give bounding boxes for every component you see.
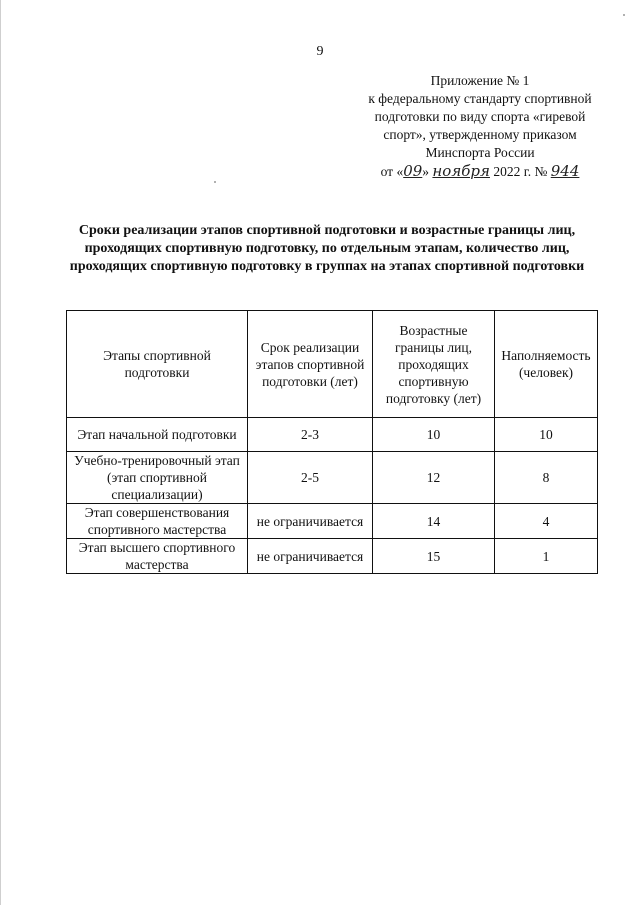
- scan-speck: [214, 181, 216, 183]
- handwritten-order-number: 944: [550, 162, 580, 180]
- duration-cell: не ограничивается: [248, 539, 373, 574]
- duration-cell: 2-5: [248, 452, 373, 504]
- header-cell: Возрастные границы лиц, проходящих спортивную подготовку (лет): [373, 311, 495, 418]
- appendix-line: Приложение № 1: [430, 73, 530, 88]
- table-row: [67, 539, 598, 574]
- header-cell: Срок реализации этапов спортивной подготовки (лет): [248, 311, 373, 418]
- age-cell: 10: [373, 418, 495, 452]
- occupancy-cell: 10: [495, 418, 598, 452]
- appendix-header: [340, 72, 620, 181]
- age-cell: 14: [373, 504, 495, 539]
- appendix-line: к федеральному стандарту спортивной: [368, 91, 592, 106]
- table-row: [67, 418, 598, 452]
- stage-cell: Этап начальной подготовки: [67, 418, 248, 452]
- occupancy-cell: 8: [495, 452, 598, 504]
- appendix-line: подготовки по виду спорта «гиревой: [374, 109, 586, 124]
- page-number: 9: [316, 44, 324, 59]
- handwritten-month: ноября: [432, 162, 490, 180]
- duration-cell: 2-3: [248, 418, 373, 452]
- document-title: Сроки реализации этапов спортивной подготовки и возрастные границы лиц, проходящих спортивную подготовку, по отдельным этапам, количество лиц, проходящих спортивную подготовку в группах на этапах спортивной подготовки: [69, 223, 585, 274]
- stage-cell: Этап высшего спортивного мастерства: [67, 539, 248, 574]
- handwritten-day: 09: [403, 162, 423, 180]
- stages-table: [66, 310, 598, 574]
- stage-cell: Этап совершенствования спортивного мастерства: [67, 504, 248, 539]
- age-cell: 15: [373, 539, 495, 574]
- date-prefix: от «: [380, 164, 404, 179]
- table-header-row: [67, 311, 598, 418]
- header-cell: Этапы спортивной подготовки: [67, 311, 248, 418]
- table-row: [67, 452, 598, 504]
- year-text: 2022 г. №: [493, 164, 548, 179]
- age-cell: 12: [373, 452, 495, 504]
- header-cell: Наполняемость (человек): [495, 311, 598, 418]
- date-mid: »: [422, 164, 430, 179]
- order-date-line: [340, 162, 620, 181]
- appendix-line: Минспорта России: [425, 145, 535, 160]
- occupancy-cell: 4: [495, 504, 598, 539]
- stage-cell: Учебно-тренировочный этап (этап спортивной специализации): [67, 452, 248, 504]
- scan-speck: [623, 14, 625, 16]
- duration-cell: не ограничивается: [248, 504, 373, 539]
- appendix-line: спорт», утвержденному приказом: [383, 127, 577, 142]
- table-row: [67, 504, 598, 539]
- occupancy-cell: 1: [495, 539, 598, 574]
